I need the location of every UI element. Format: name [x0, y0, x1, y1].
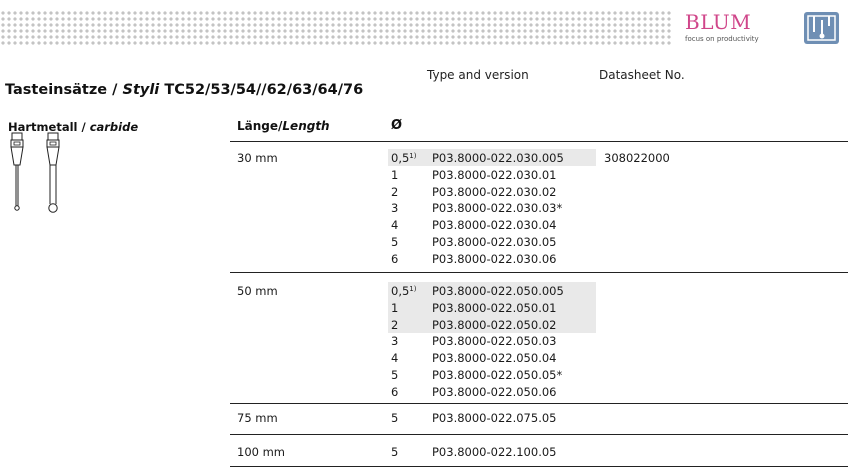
diameter-header: Ø	[391, 118, 403, 133]
stylus-small-icon	[7, 132, 27, 218]
diameter-value: 5	[391, 411, 399, 425]
material-label: Hartmetall / carbide	[8, 120, 139, 134]
diameter-cell	[391, 217, 398, 233]
part-number: P03.8000-022.030.005	[432, 151, 564, 165]
length-cell: 50 mm	[237, 284, 278, 298]
diameter-value: 3	[391, 334, 399, 349]
diameter-value: 4	[391, 218, 399, 233]
table-divider	[230, 141, 848, 142]
length-cell: 75 mm	[237, 411, 278, 425]
diameter-cell	[391, 350, 398, 366]
header-dot-pattern	[0, 10, 672, 46]
diameter-cell	[391, 410, 398, 426]
diameter-value: 5	[391, 445, 399, 459]
blum-logo	[685, 12, 777, 44]
stylus-large-icon	[43, 132, 63, 218]
table-divider	[230, 403, 848, 404]
diameter-cell	[391, 317, 398, 333]
part-number: P03.8000-022.075.05	[432, 411, 557, 425]
table-divider	[230, 272, 848, 273]
brand-tagline: focus on productivity	[685, 35, 759, 43]
part-number: P03.8000-022.050.06	[432, 384, 557, 399]
diameter-cell	[391, 333, 398, 349]
part-number: P03.8000-022.030.05	[432, 235, 557, 249]
part-number: P03.8000-022.050.04	[432, 351, 557, 366]
diameter-value: 0,5	[391, 151, 410, 165]
part-number: P03.8000-022.050.02	[432, 317, 557, 332]
diameter-cell	[391, 184, 398, 200]
brand-mark-icon	[804, 12, 839, 44]
diameter-value: 2	[391, 317, 399, 332]
footnote-marker: 1)	[409, 152, 417, 160]
part-number: P03.8000-022.100.05	[432, 445, 557, 459]
diameter-value: 1	[391, 167, 399, 182]
part-number: P03.8000-022.050.03	[432, 334, 557, 349]
diameter-value: 0,5	[391, 284, 410, 298]
part-number: P03.8000-022.050.05*	[432, 368, 563, 382]
diameter-cell	[391, 167, 398, 183]
diameter-value: 3	[391, 201, 399, 216]
part-number: P03.8000-022.030.01	[432, 167, 557, 182]
diameter-cell	[391, 200, 398, 216]
diameter-cell	[391, 367, 398, 383]
diameter-value: 2	[391, 184, 399, 199]
part-number: P03.8000-022.030.03*	[432, 201, 563, 216]
diameter-cell	[391, 283, 416, 299]
diameter-value: 5	[391, 235, 399, 249]
datasheet-header: Datasheet No.	[599, 68, 685, 82]
diameter-cell	[391, 251, 398, 267]
diameter-cell	[391, 150, 416, 166]
part-number: P03.8000-022.030.02	[432, 184, 557, 199]
footnote-marker: 1)	[409, 285, 417, 293]
diameter-value: 1	[391, 300, 399, 315]
diameter-cell	[391, 300, 398, 316]
table-divider	[230, 434, 848, 435]
diameter-cell	[391, 444, 398, 460]
diameter-value: 4	[391, 351, 399, 366]
length-cell: 100 mm	[237, 445, 286, 459]
diameter-cell	[391, 384, 398, 400]
part-number: P03.8000-022.050.005	[432, 284, 564, 298]
datasheet-number: 308022000	[604, 151, 670, 165]
diameter-cell	[391, 234, 398, 250]
diameter-value: 6	[391, 251, 399, 266]
type-version-header: Type and version	[427, 68, 529, 82]
length-cell: 30 mm	[237, 151, 278, 165]
table-divider	[230, 466, 848, 467]
part-number: P03.8000-022.050.01	[432, 300, 557, 315]
part-number: P03.8000-022.030.04	[432, 218, 557, 233]
part-number: P03.8000-022.030.06	[432, 251, 557, 266]
brand-logo-text: BLUM	[685, 10, 752, 34]
length-header: Länge/Length	[237, 119, 330, 133]
diameter-value: 6	[391, 384, 399, 399]
page-title: Tasteinsätze / Styli TC52/53/54//62/63/64/76	[5, 82, 364, 98]
diameter-value: 5	[391, 368, 399, 382]
